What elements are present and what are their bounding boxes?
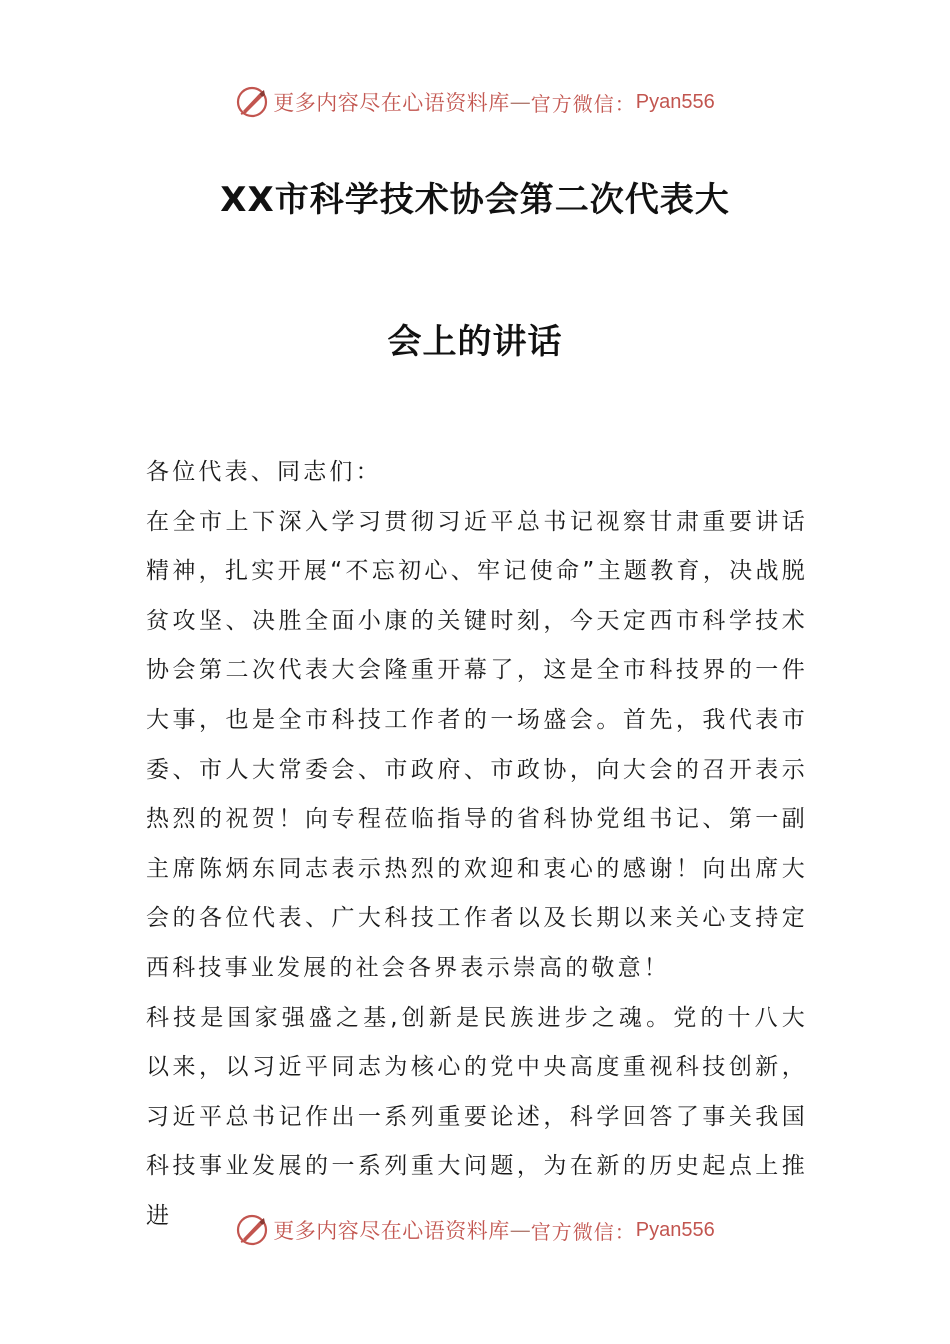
quill-pen-logo-icon [235, 1213, 269, 1247]
footer-banner-separator: — [509, 1218, 531, 1242]
banner-wechat-id: Pyan556 [635, 90, 715, 113]
document-title-line-1: XX市科学技术协会第二次代表大 [220, 180, 730, 220]
footer-banner-wechat-label: 官方微信： [530, 1219, 636, 1244]
document-title-line-2: 会上的讲话 [387, 322, 563, 362]
body-paragraph-1: 在全市上下深入学习贯彻习近平总书记视察甘肃重要讲话精神，扎实开展“不忘初心、牢记使命”主题教育，决战脱贫攻坚、决胜全面小康的关键时刻，今天定西市科学技术协会第二次代表大会隆重开幕了，这是全市科技界的一件大事，也是全市科技工作者的一场盛会。首先，我代表市委、市人大常委会、市政府、市政协，向大会的召开表示热烈的祝贺！向专程莅临指导的省科协党组书记、第一副主席陈炳东同志表示热烈的欢迎和衷心的感谢！向出席大会的各位代表、广大科技工作者以及长期以来关心支持定西科技事业发展的社会各界表示崇高的敬意！ [146, 508, 808, 981]
footer-banner-wechat-id: Pyan556 [635, 1218, 715, 1241]
footer-banner-slogan: 更多内容尽在心语资料库 [273, 1219, 510, 1243]
header-banner [0, 82, 950, 122]
banner-slogan: 更多内容尽在心语资料库 [273, 91, 510, 115]
footer-banner [0, 1210, 950, 1250]
document-body [146, 448, 808, 1242]
banner-separator: — [509, 90, 531, 114]
body-paragraph-2: 科技是国家强盛之基,创新是民族进步之魂。党的十八大以来，以习近平同志为核心的党中央高度重视科技创新，习近平总书记作出一系列重要论述，科学回答了事关我国科技事业发展的一系列重大问题，为在新的历史起点上推进 [146, 1004, 808, 1229]
banner-wechat-label: 官方微信： [530, 91, 636, 116]
salutation: 各位代表、同志们： [146, 459, 382, 485]
quill-pen-logo-icon [235, 85, 269, 119]
